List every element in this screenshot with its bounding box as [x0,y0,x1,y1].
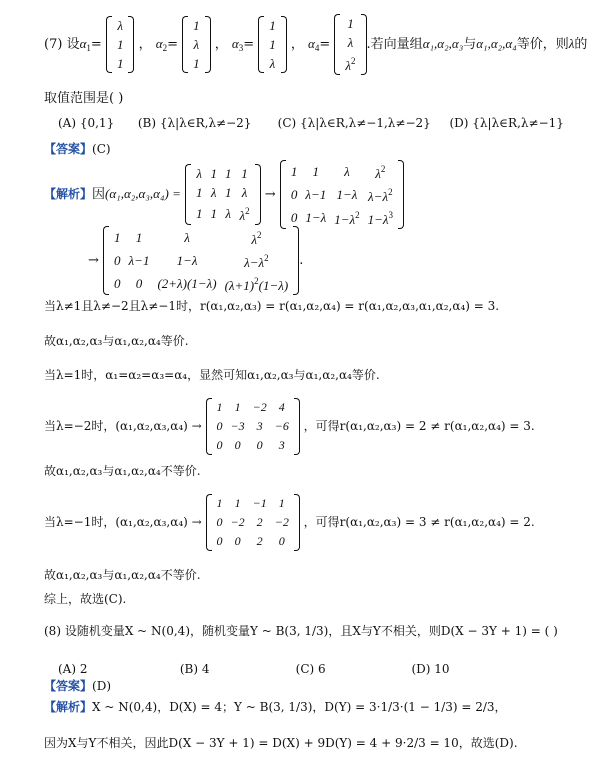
q7-case3-conclusion: 故α₁,α₂,α₃与α₁,α₂,α₄不等价. [44,464,201,478]
q7-case1: 当λ≠1且λ≠−2且λ≠−1时，r(α₁,α₂,α₃) = r(α₁,α₂,α₄) = r(α₁,α₂,α₃,α₁,α₂,α₄) = 3. [44,299,500,313]
q8-stem: (8) 设随机变量X ~ N(0,4)，随机变量Y ~ B(3, 1/3)，且X与Y不相关，则D(X − 3Y + 1) = ( ) [44,624,558,638]
q8-analysis-line1: 【解析】X ~ N(0,4)，D(X) = 4；Y ~ B(3, 1/3)，D(Y) = 3·1/3·(1 − 1/3) = 2/3， [44,700,507,714]
answer-tag: 【答案】 [44,679,93,693]
matrix-lambda-neg2: 1 1 −2 4 0 −3 3 −6 0 0 0 3 [206,398,300,455]
vector-alpha3: 1 1 λ [258,16,287,73]
q7-option-b: (B) {λ|λ∈R,λ≠−2} [137,116,252,130]
q8-number: (8) [44,624,61,638]
analysis-tag: 【解析】 [44,187,93,201]
q8-option-a: (A) 2 [58,662,88,676]
matrix-step1: 1 1 λ $\lambda^2$ 0 λ−1 1−λ $\lambda-\lambda^2$ 0 1−λ $1-\lambda^2$ $1-\lambda^3$ [280,160,404,229]
q7-analysis-line1: 【解析】因(α₁,α₂,α₃,α₄) = λ 1 1 1 1 λ 1 λ 1 1 λ $\lambda^2$ → 1 1 λ $\lambda^2$ 0 λ−1 1−λ $\lambda-\lambda^2$ 0 1−λ $1-\lambda^2$ $1-\lambda^3$ [44,160,404,229]
q7-stem: (7) 设$\alpha_1=$ λ 1 1 ， $\alpha_2=$ 1 λ 1 ， $\alpha_3=$ 1 1 λ ， $\alpha_4=$ 1 λ $\lambda^2$ .若向量组α₁,α₂,α₃与α₁,α₂,α₄等价，则λ的 [44,16,588,73]
q7-stem-line2: 取值范围是( ) [44,91,124,106]
q7-number: (7) [44,37,63,52]
q7-case1-conclusion: 故α₁,α₂,α₃与α₁,α₂,α₄等价. [44,334,189,348]
vector-alpha4: 1 λ $\lambda^2$ [334,14,366,75]
matrix-step2: 1 1 λ $\lambda^2$ 0 λ−1 1−λ $\lambda-\lambda^2$ 0 0 (2+λ)(1−λ) $(\lambda+1)^2(1-\lambda)$ [103,226,299,295]
q8-options [58,660,450,678]
q7-analysis-line2: → 1 1 λ $\lambda^2$ 0 λ−1 1−λ $\lambda-\lambda^2$ 0 0 (2+λ)(1−λ) $(\lambda+1)^2(1-\lambda)$ . [88,226,303,295]
q7-case4: 当λ=−1时，(α₁,α₂,α₃,α₄) → 1 1 −1 1 0 −2 2 −2 0 0 2 0 ，可得r(α₁,α₂,α₃) = 3 ≠ r(α₁,α₂,α₄) = 2. [44,494,535,551]
vector-alpha1: λ 1 1 [106,16,135,73]
q8-option-b: (B) 4 [179,662,210,676]
q7-summary: 综上，故选(C). [44,592,127,606]
q8-answer: 【答案】(D) [44,679,111,693]
q7-case3: 当λ=−2时，(α₁,α₂,α₃,α₄) → 1 1 −2 4 0 −3 3 −6 0 0 0 3 ，可得r(α₁,α₂,α₃) = 2 ≠ r(α₁,α₂,α₄) = 3. [44,398,535,455]
q7-options [58,114,564,132]
q7-option-a: (A) {0,1} [58,116,115,130]
q7-answer: 【答案】(C) [44,142,111,156]
q7-case4-conclusion: 故α₁,α₂,α₃与α₁,α₂,α₄不等价. [44,568,201,582]
q7-option-d: (D) {λ|λ∈R,λ≠−1} [449,116,564,130]
q8-option-c: (C) 6 [295,662,326,676]
q8-option-d: (D) 10 [411,662,450,676]
matrix-lambda-neg1: 1 1 −1 1 0 −2 2 −2 0 0 2 0 [206,494,300,551]
answer-tag: 【答案】 [44,142,93,156]
q7-case2: 当λ=1时，α₁=α₂=α₃=α₄，显然可知α₁,α₂,α₃与α₁,α₂,α₄等价. [44,368,380,382]
matrix-original: λ 1 1 1 1 λ 1 λ 1 1 λ $\lambda^2$ [185,164,261,225]
q8-analysis-line2: 因为X与Y不相关，因此D(X − 3Y + 1) = D(X) + 9D(Y) = 4 + 9·2/3 = 10，故选(D). [44,736,518,750]
vector-alpha2: 1 λ 1 [182,16,211,73]
analysis-tag: 【解析】 [44,700,93,714]
q7-option-c: (C) {λ|λ∈R,λ≠−1,λ≠−2} [277,116,431,130]
